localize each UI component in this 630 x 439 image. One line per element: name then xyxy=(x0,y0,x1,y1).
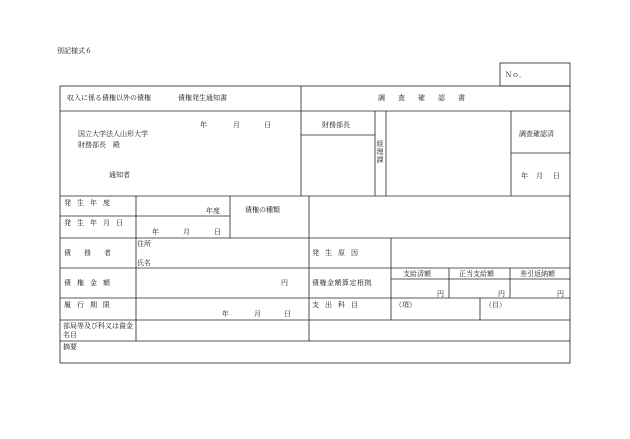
occurrence-date-label: 発生年月日 xyxy=(64,219,129,227)
occurrence-year-unit: 年度 xyxy=(206,207,220,215)
occurrence-year-label: 発生年度 xyxy=(64,199,116,207)
debtor-label: 債務者 xyxy=(64,249,124,257)
claim-type-label: 債権の種類 xyxy=(245,206,280,214)
address-label: 住所 xyxy=(137,240,151,248)
claim-amount-label: 債権金額 xyxy=(64,279,116,287)
check-date-month: 月 xyxy=(536,172,543,180)
check-date-day: 日 xyxy=(553,172,560,180)
item-moku-label: （目） xyxy=(485,301,506,309)
proper-amount-header: 正当支給額 xyxy=(459,270,494,278)
check-date-year: 年 xyxy=(521,172,528,180)
item-kou-label: （項） xyxy=(395,301,416,309)
calc-basis-label: 債権金額算定根拠 xyxy=(312,279,372,287)
notice-title-sub: 債権発生通知書 xyxy=(178,94,227,102)
form-number-label: 別記様式６ xyxy=(57,47,92,55)
due-date-month: 月 xyxy=(254,310,261,318)
serial-number-label: Ｎｏ． xyxy=(505,71,526,79)
due-date-year: 年 xyxy=(222,310,229,318)
addressee-director: 財務部長 殿 xyxy=(78,141,120,149)
due-date-label: 履行期限 xyxy=(64,301,116,309)
notice-title-main: 収入に係る債権以外の債権 xyxy=(67,94,151,102)
name-label: 氏名 xyxy=(137,259,151,267)
department-label: 部局等及び科又は資金名目 xyxy=(63,322,133,339)
claim-amount-yen: 円 xyxy=(281,279,288,287)
paid-amount-header: 支給済額 xyxy=(403,270,431,278)
refund-amount-header: 差引返納額 xyxy=(520,270,555,278)
check-title: 調査確認書 xyxy=(378,94,478,102)
occurrence-date-year: 年 xyxy=(152,228,159,236)
finance-director-label: 財務部長 xyxy=(322,121,350,129)
cause-label: 発生原因 xyxy=(312,249,364,257)
remarks-label: 摘要 xyxy=(63,343,77,351)
refund-amount-yen: 円 xyxy=(557,290,564,298)
proper-amount-yen: 円 xyxy=(498,290,505,298)
notice-date-month: 月 xyxy=(233,121,240,129)
notice-date-day: 日 xyxy=(264,121,271,129)
confirmation-label: 調査確認済 xyxy=(519,130,554,138)
notice-date-year: 年 xyxy=(200,121,207,129)
accounting-section-label: 経理課 xyxy=(376,140,384,164)
expenditure-item-label: 支出科目 xyxy=(312,301,364,309)
due-date-day: 日 xyxy=(284,310,291,318)
paid-amount-yen: 円 xyxy=(437,290,444,298)
occurrence-date-month: 月 xyxy=(183,228,190,236)
notifier-label: 通知者 xyxy=(109,171,130,179)
occurrence-date-day: 日 xyxy=(214,228,221,236)
addressee-university: 国立大学法人山形大学 xyxy=(78,130,148,138)
